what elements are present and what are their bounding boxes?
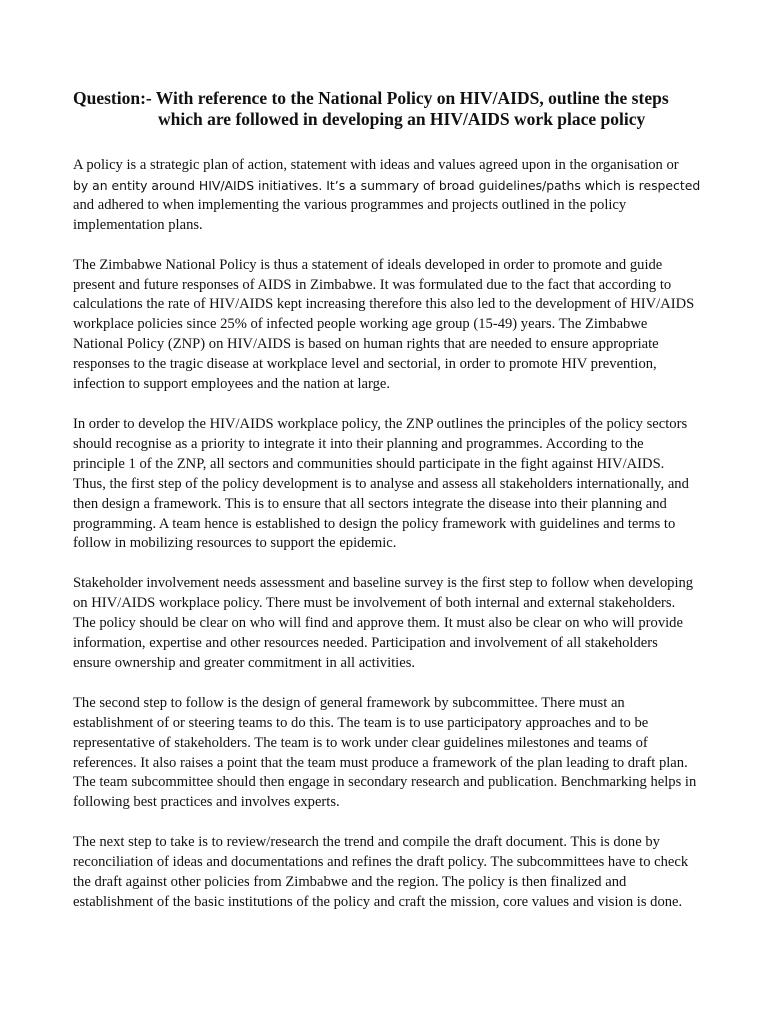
paragraph-line: A policy is a strategic plan of action, statement with ideas and values agreed upon in the organisation or	[73, 157, 679, 173]
paragraph-line: reconciliation of ideas and documentations and refines the draft policy. The subcommittees have to check	[73, 854, 689, 871]
paragraph-line: representative of stakeholders. The team is to work under clear guidelines milestones and teams of	[73, 734, 648, 751]
question-heading-line: Question:- With reference to the National Policy on HIV/AIDS, outline the steps	[73, 88, 669, 108]
paragraph	[73, 833, 717, 913]
paragraph-line: present and future responses of AIDS in Zimbabwe. It was formulated due to the fact that according to	[73, 276, 672, 293]
paragraph-line: ensure ownership and greater commitment in all activities.	[73, 654, 416, 671]
paragraph-line: The second step to follow is the design of general framework by subcommittee. There must an	[73, 694, 625, 711]
paragraph-line: National Policy (ZNP) on HIV/AIDS is based on human rights that are needed to ensure appropriate	[73, 336, 659, 353]
body-text	[73, 156, 717, 913]
paragraph	[73, 574, 717, 674]
paragraph-line: establishment of the basic institutions of the policy and craft the mission, core values and vision is done.	[73, 894, 683, 910]
paragraph	[73, 415, 717, 554]
paragraph-line: responses to the tragic disease at workplace level and sectorial, in order to promote HIV prevention,	[73, 356, 657, 373]
paragraph-line: Stakeholder involvement needs assessment and baseline survey is the first step to follow when developing	[73, 575, 694, 592]
paragraph-line: In order to develop the HIV/AIDS workplace policy, the ZNP outlines the principles of the policy sectors	[73, 415, 688, 432]
paragraph-line: principle 1 of the ZNP, all sectors and communities should participate in the fight against HIV/AIDS.	[73, 455, 665, 472]
paragraph-line: implementation plans.	[73, 216, 203, 233]
paragraph-line: information, expertise and other resources needed. Participation and involvement of all stakeholders	[73, 635, 658, 652]
paragraph-line: The Zimbabwe National Policy is thus a statement of ideals developed in order to promote and guide	[73, 256, 663, 273]
paragraph-line: Thus, the first step of the policy development is to analyse and assess all stakeholders internationally, and	[73, 475, 689, 492]
paragraph-line: and adhered to when implementing the various programmes and projects outlined in the policy	[73, 196, 627, 213]
paragraph	[73, 694, 717, 813]
document-page	[73, 88, 717, 933]
question-heading-line: which are followed in developing an HIV/AIDS work place policy	[158, 109, 646, 129]
paragraph-line: the draft against other policies from Zimbabwe and the region. The policy is then finalized and	[73, 874, 627, 891]
paragraph-line: then design a framework. This is to ensure that all sectors integrate the disease into their planning and	[73, 495, 667, 512]
question-heading	[73, 88, 717, 130]
paragraph	[73, 256, 717, 395]
paragraph-line: follow in mobilizing resources to support the epidemic.	[73, 535, 397, 552]
paragraph-line: on HIV/AIDS workplace policy. There must be involvement of both internal and external stakeholders.	[73, 595, 676, 612]
paragraph-line: The policy should be clear on who will find and approve them. It must also be clear on who will provide	[73, 615, 683, 632]
paragraph-line: programming. A team hence is established to design the policy framework with guidelines and terms to	[73, 515, 676, 532]
paragraph-line: references. It also raises a point that the team must produce a framework of the plan leading to draft plan.	[73, 754, 688, 771]
paragraph-line: The team subcommittee should then engage in secondary research and publication. Benchmarking helps in	[73, 774, 697, 791]
paragraph-line: calculations the rate of HIV/AIDS kept increasing therefore this also led to the development of HIV/AIDS	[73, 296, 695, 313]
paragraph-line: should recognise as a priority to integrate it into their planning and programmes. According to the	[73, 435, 644, 452]
paragraph-line: The next step to take is to review/research the trend and compile the draft document. This is done by	[73, 834, 660, 851]
paragraph-line: infection to support employees and the nation at large.	[73, 376, 391, 393]
paragraph-line: workplace policies since 25% of infected people working age group (15-49) years. The Zimbabwe	[73, 316, 648, 333]
paragraph-line: establishment of or steering teams to do this. The team is to use participatory approaches and to be	[73, 714, 649, 731]
paragraph-line: by an entity around HIV/AIDS initiatives. It’s a summary of broad guidelines/paths which is respected	[73, 177, 701, 193]
paragraph	[73, 156, 717, 236]
paragraph-line: following best practices and involves experts.	[73, 794, 340, 811]
